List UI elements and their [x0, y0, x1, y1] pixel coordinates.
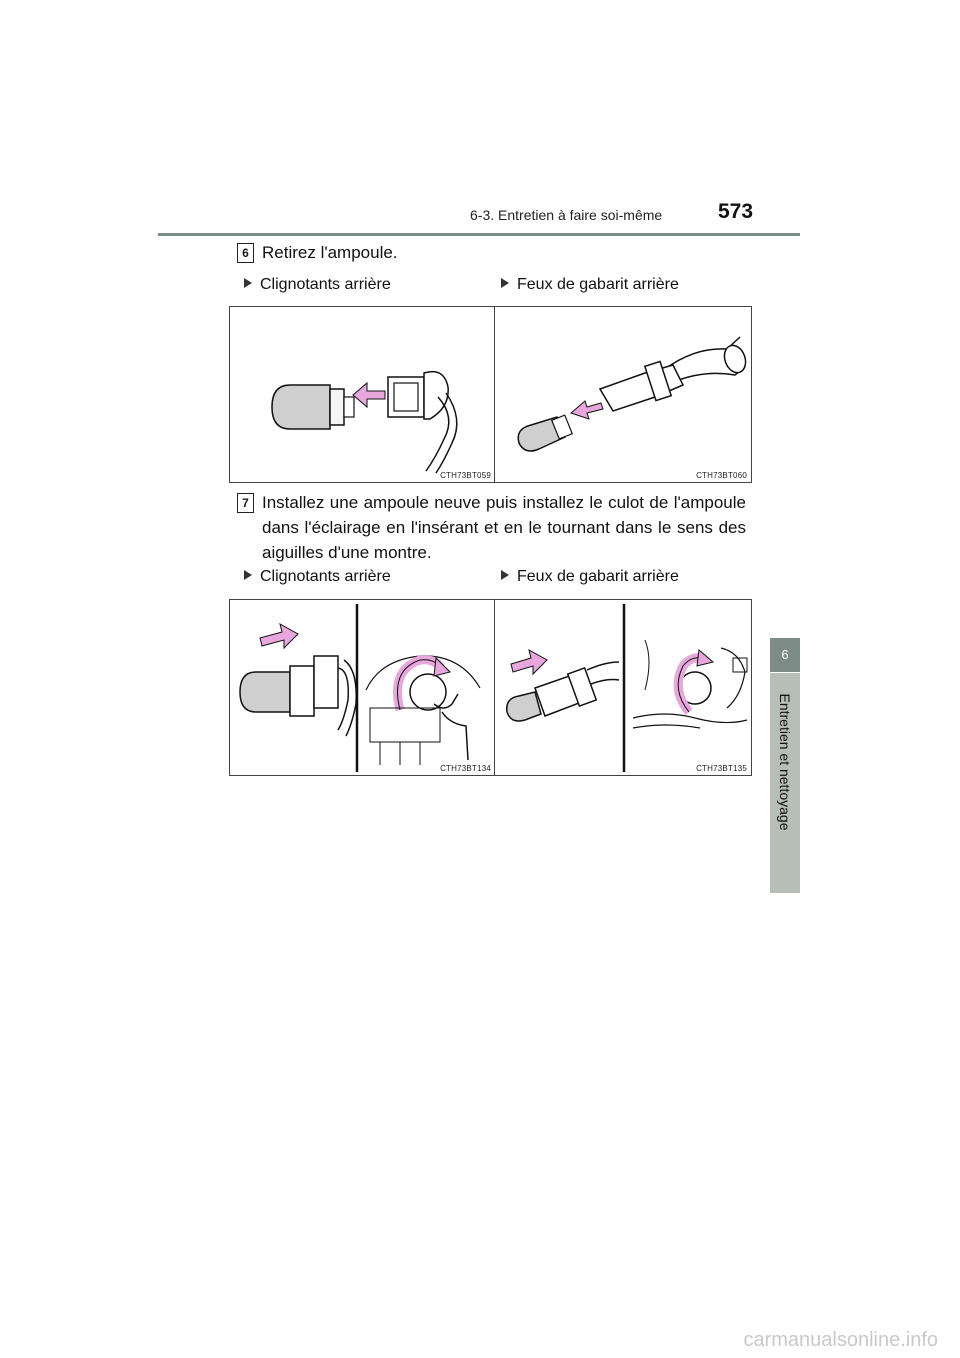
figure-install-side-marker-bulb: [494, 599, 752, 776]
figure-install-turn-signal-bulb: [229, 599, 496, 776]
step-7-text-line-1: Installez une ampoule neuve puis installez le culot de l'ampoule: [262, 493, 746, 512]
bullet-rear-turn-signal-2: Clignotants arrière: [244, 568, 391, 586]
bullet-rear-side-marker-2: Feux de gabarit arrière: [501, 568, 679, 586]
section-title: 6-3. Entretien à faire soi-même: [470, 207, 663, 223]
bullet-rear-side-marker-1: Feux de gabarit arrière: [501, 276, 679, 294]
chapter-number-tab: 6: [770, 638, 800, 672]
step-7-text-line-2: dans l'éclairage en l'insérant et en le tournant dans le sens des: [262, 518, 746, 537]
rear-turn-signal-bulb-removal-illustration: [230, 307, 495, 482]
bullet-triangle-icon: [501, 278, 509, 288]
step-6-text: Retirez l'ampoule.: [262, 243, 398, 262]
rear-side-marker-bulb-install-illustration: [495, 600, 751, 775]
step-7-text-line-3: aiguilles d'une montre.: [262, 543, 432, 562]
bullet-rear-turn-signal-1: Clignotants arrière: [244, 276, 391, 294]
bullet-triangle-icon: [501, 570, 509, 580]
watermark: carmanualsonline.info: [743, 1329, 938, 1351]
header-rule: [158, 233, 800, 236]
chapter-label: Entretien et nettoyage: [777, 693, 793, 831]
rear-turn-signal-bulb-install-illustration: [230, 600, 495, 775]
figure-code: CTH73BT135: [696, 764, 747, 773]
figure-remove-side-marker-bulb: [494, 306, 752, 483]
figure-remove-turn-signal-bulb: [229, 306, 496, 483]
figure-code: CTH73BT134: [440, 764, 491, 773]
rear-side-marker-bulb-removal-illustration: [495, 307, 751, 482]
bullet-triangle-icon: [244, 278, 252, 288]
figure-code: CTH73BT060: [696, 471, 747, 480]
page-number: 573: [718, 200, 754, 223]
step-number-6: 6: [237, 243, 254, 263]
step-number-7: 7: [237, 493, 254, 513]
bullet-triangle-icon: [244, 570, 252, 580]
figure-code: CTH73BT059: [440, 471, 491, 480]
